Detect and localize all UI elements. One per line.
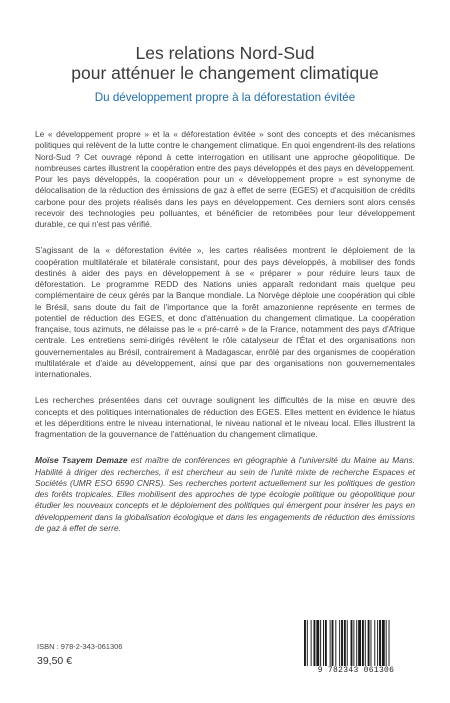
- book-subtitle: Du développement propre à la déforestation évitée: [94, 91, 356, 104]
- title-line-1: Les relations Nord-Sud: [135, 43, 315, 63]
- author-bio-text: est maître de conférences en géographie à l'université du Maine au Mans. Habilité à diriger des recherches, il est chercheur au sein de l'unité mixte de recherche Espaces et Sociétés (UMR ESO 6590 CNRS). Ses recherches portent actuellement sur les politiques de gestion des forêts tropicales. Elles mobilisent des approches de type écologie politique ou géopolitique pour étudier les nouveaux concepts et le déploiement des politiques qui émergent pour insérer les pays en développement dans la globalisation écologique et dans les engagements de réduction des émissions de gaz à effet de serre.: [35, 455, 415, 533]
- blurb: [35, 129, 415, 549]
- book-title: [0, 0, 450, 83]
- paragraph-2: S'agissant de la « déforestation évitée », les cartes réalisées montrent le déploiement de la coopération multilatérale et bilatérale consistant, pour des pays développés, à mobiliser des fonds destinés à aider des pays en développement à se « préparer » pour réduire leurs taux de déforestation. Le programme REDD des Nations unies apparaît redondant mais quelque peu complémentaire de ceux gérés par la Banque mondiale. La Norvège déploie une coopération qui cible le Brésil, sans doute du fait de l'importance que la forêt amazonienne représente en termes de potentiel de réduction des EGES, et donc d'atténuation du changement climatique. La coopération française, tous azimuts, ne délaisse pas le « pré-carré » de la France, notamment des pays d'Afrique centrale. Les entretiens semi-dirigés révèlent le rôle catalyseur de l'État et des organisations non gouvernementales au Brésil, contrairement à Madagascar, enrôlé par des organismes de coopération multilatérale et d'aide au développement, ainsi que par des organisations non gouvernementales internationales.: [35, 245, 415, 379]
- paragraph-1: Le « développement propre » et la « déforestation évitée » sont des concepts et des mécanismes politiques qui relèvent de la lutte contre le changement climatique. En quoi engendrent-ils des relations Nord-Sud ? Cet ouvrage répond à cette interrogation en utilisant une approche géopolitique. De nombreuses cartes illustrent la coopération entre des pays développés et des pays en développement. Pour les pays développés, la coopération pour un « développement propre » est synonyme de délocalisation de la réduction des émissions de gaz à effet de serre (EGES) et d'acquisition de crédits carbone pour des projets réalisés dans les pays en développement. Ces derniers sont alors censés recevoir des technologies peu polluantes, et bénéficier de retombées pour leur développement durable, ce qui n'est pas vérifié.: [35, 129, 415, 229]
- title-line-2: pour atténuer le changement climatique: [71, 63, 379, 83]
- paragraph-3: Les recherches présentées dans cet ouvrage soulignent les difficultés de la mise en œuvre des concepts et des politiques internationales de réduction des EGES. Elles mettent en évidence le hiatus et les déperditions entre le niveau international, le niveau national et le niveau local. Elles illustrent la fragmentation de la gouvernance de l'atténuation du changement climatique.: [35, 395, 415, 439]
- isbn: ISBN : 978-2-343-061306: [37, 642, 123, 651]
- author-name: Moïse Tsayem Demaze: [35, 455, 128, 466]
- author-bio: [35, 455, 415, 534]
- price: 39,50 €: [37, 655, 73, 667]
- barcode-digits: 9 782343 061306: [317, 666, 395, 675]
